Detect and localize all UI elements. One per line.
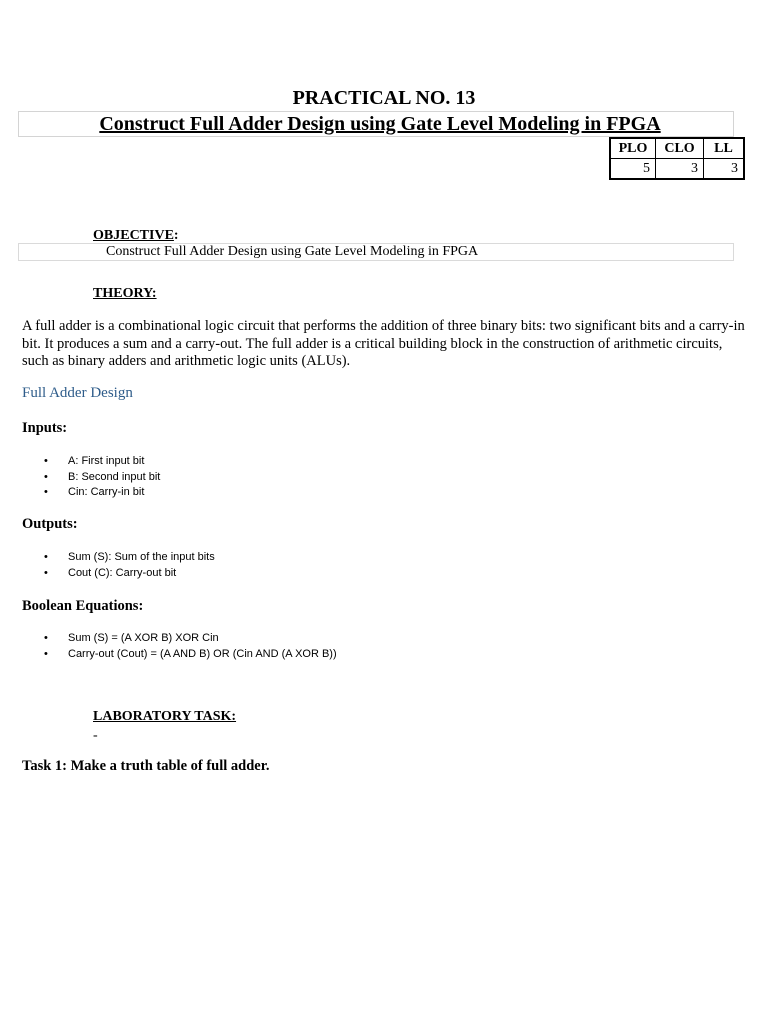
inputs-heading: Inputs: xyxy=(22,420,68,436)
equations-list xyxy=(44,631,337,662)
outcome-table-header-row xyxy=(610,138,744,159)
list-item xyxy=(44,550,215,566)
outcome-table xyxy=(609,137,745,180)
lab-task-heading: LABORATORY TASK: xyxy=(93,709,237,724)
list-item xyxy=(44,470,160,486)
outcome-table-value-row xyxy=(610,159,744,180)
equations-heading: Boolean Equations: xyxy=(22,598,144,614)
clo-header: CLO xyxy=(656,138,704,159)
clo-value: 3 xyxy=(656,159,704,180)
bullet-icon: • xyxy=(44,486,48,498)
bullet-icon: • xyxy=(44,647,48,660)
list-item xyxy=(44,647,337,663)
theory-paragraph: A full adder is a combinational logic circuit that performs the addition of three binary bits: two significant bits and a carry-in bit. It produces a sum and a carry-out. The full adder is a critical building block in the construction of arithmetic circuits, such as binary adders and arithmetic logic units (ALUs). xyxy=(22,318,745,369)
objective-text: Construct Full Adder Design using Gate Level Modeling in FPGA xyxy=(106,244,479,259)
design-heading: Full Adder Design xyxy=(22,385,133,401)
list-item xyxy=(44,566,215,582)
cout-equation: Carry-out (Cout) = (A AND B) OR (Cin AND (A XOR B)) xyxy=(68,647,337,660)
page-title: PRACTICAL NO. 13 xyxy=(292,87,476,109)
bullet-icon: • xyxy=(44,470,48,483)
sum-equation: Sum (S) = (A XOR B) XOR Cin xyxy=(68,632,219,644)
bullet-icon: • xyxy=(44,551,48,563)
task-1: Task 1: Make a truth table of full adder. xyxy=(22,758,270,774)
plo-header: PLO xyxy=(610,138,656,159)
lab-task-dash: - xyxy=(93,728,98,743)
plo-value: 5 xyxy=(610,159,656,180)
list-item xyxy=(44,631,337,647)
input-b-text: B: Second input bit xyxy=(68,470,161,483)
list-item xyxy=(44,485,160,501)
ll-value: 3 xyxy=(704,159,745,180)
list-item xyxy=(44,454,160,470)
bullet-icon: • xyxy=(44,455,48,467)
output-cout-text: Cout (C): Carry-out bit xyxy=(68,566,177,579)
outputs-list xyxy=(44,550,215,581)
bullet-icon: • xyxy=(44,632,48,644)
objective-colon: : xyxy=(173,228,179,243)
ll-header: LL xyxy=(704,138,745,159)
theory-heading: THEORY: xyxy=(93,286,157,301)
output-sum-text: Sum (S): Sum of the input bits xyxy=(68,551,215,563)
outputs-heading: Outputs: xyxy=(22,516,78,532)
input-a-text: A: First input bit xyxy=(68,455,145,467)
inputs-list xyxy=(44,454,160,501)
page-subtitle: Construct Full Adder Design using Gate Level Modeling in FPGA xyxy=(99,113,661,135)
bullet-icon: • xyxy=(44,566,48,579)
input-cin-text: Cin: Carry-in bit xyxy=(68,486,145,498)
objective-heading xyxy=(93,228,179,244)
objective-heading-text: OBJECTIVE xyxy=(93,228,174,243)
